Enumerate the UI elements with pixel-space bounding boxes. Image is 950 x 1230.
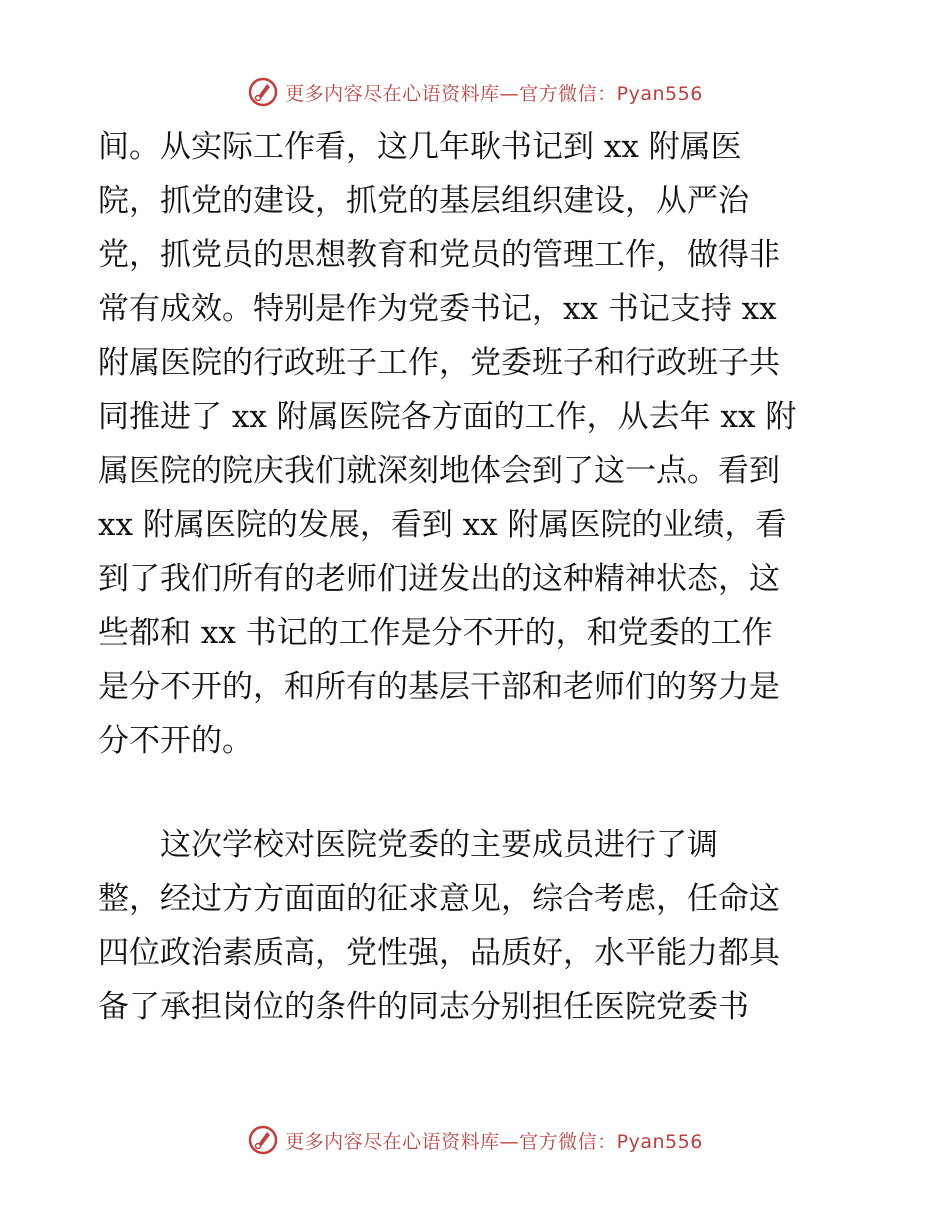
text-line: 同推进了 xx 附属医院各方面的工作，从去年 xx 附: [98, 399, 797, 435]
text-line: 些都和 xx 书记的工作是分不开的，和党委的工作: [98, 615, 773, 651]
text-line: 备了承担岗位的条件的同志分别担任医院党委书: [98, 989, 749, 1025]
text-line: 党，抓党员的思想教育和党员的管理工作，做得非: [98, 237, 780, 273]
text-line: 属医院的院庆我们就深刻地体会到了这一点。看到: [98, 453, 780, 489]
footer-banner-text: 更多内容尽在心语资料库—官方微信：Pyan556: [285, 1130, 703, 1153]
brand-logo-icon: [247, 76, 279, 108]
paragraph-2: [98, 818, 858, 1034]
text-line: 到了我们所有的老师们迸发出的这种精神状态，这: [98, 561, 780, 597]
paragraph-spacer: [98, 768, 858, 818]
text-line: xx 附属医院的发展，看到 xx 附属医院的业绩，看: [98, 507, 787, 543]
text-line: 常有成效。特别是作为党委书记，xx 书记支持 xx: [98, 291, 777, 327]
footer-banner: [0, 1120, 950, 1160]
text-line: 分不开的。: [98, 723, 253, 759]
text-line: 附属医院的行政班子工作，党委班子和行政班子共: [98, 345, 780, 381]
text-line: 这次学校对医院党委的主要成员进行了调: [98, 827, 718, 863]
brand-logo-icon: [247, 1124, 279, 1156]
text-line: 四位政治素质高，党性强，品质好，水平能力都具: [98, 935, 780, 971]
text-line: 是分不开的，和所有的基层干部和老师们的努力是: [98, 669, 780, 705]
paragraph-1: [98, 120, 858, 768]
text-line: 间。从实际工作看，这几年耿书记到 xx 附属医: [98, 129, 742, 165]
text-line: 整，经过方方面面的征求意见，综合考虑，任命这: [98, 881, 780, 917]
document-body: [98, 120, 858, 1034]
header-banner-text: 更多内容尽在心语资料库—官方微信：Pyan556: [285, 82, 703, 105]
header-banner: [0, 72, 950, 112]
text-line: 院，抓党的建设，抓党的基层组织建设，从严治: [98, 183, 749, 219]
